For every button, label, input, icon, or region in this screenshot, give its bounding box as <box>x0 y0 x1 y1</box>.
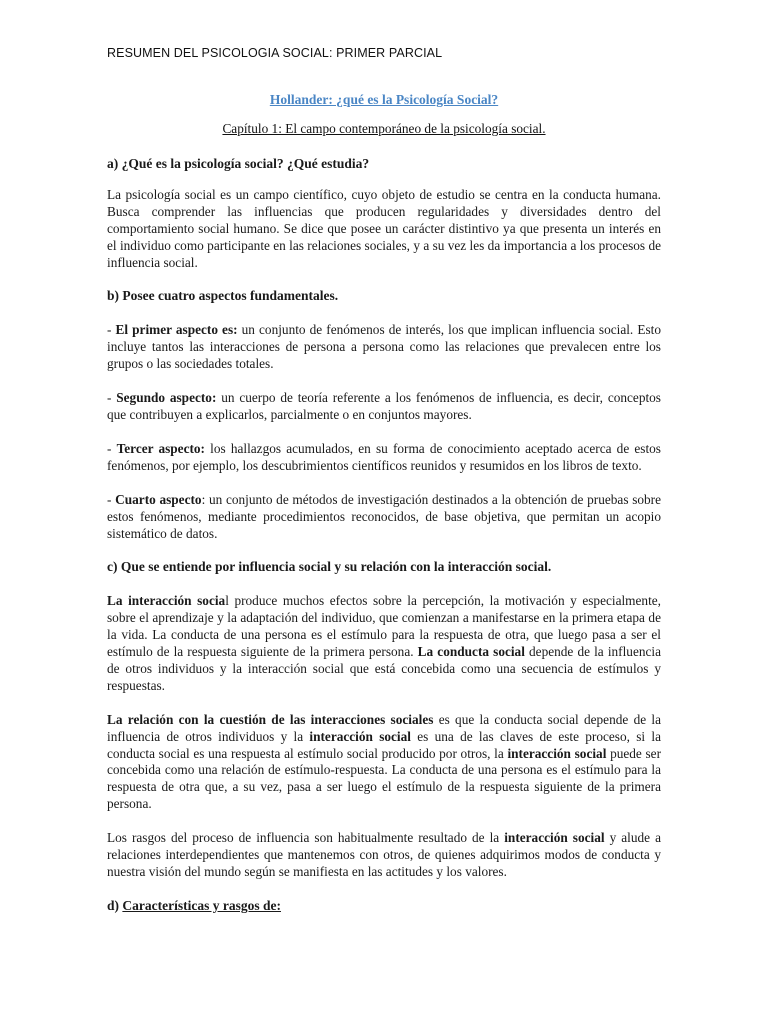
chapter-title: Capítulo 1: El campo contemporáneo de la psicología social. <box>222 121 546 136</box>
aspect-dash: - <box>107 440 117 456</box>
section-b-heading: b) Posee cuatro aspectos fundamentales. <box>107 288 339 304</box>
aspect-text: : un conjunto de métodos de investigación destinados a la obtención de pruebas sobre estos fenómenos, mediante procedimientos reconocidos, de base objetiva, que permitan un acopio sistemático de datos. <box>107 491 661 541</box>
aspect-item-1 <box>107 322 661 373</box>
aspect-dash: - <box>107 390 117 406</box>
aspect-item-2 <box>107 390 661 424</box>
bold-phrase: La relación con la cuestión de las interacciones sociales <box>107 711 434 727</box>
aspect-label: El primer aspecto es: <box>115 322 238 338</box>
aspect-text: un cuerpo de teoría referente a los fenómenos de influencia, es decir, conceptos que contribuyen a explicarlos, parcialmente o en conjuntos mayores. <box>107 390 661 422</box>
document-body <box>107 156 661 915</box>
aspect-text: los hallazgos acumulados, en su forma de conocimiento aceptado acerca de estos fenómenos, por ejemplo, los descubrimientos científicos reunidos y resumidos en los libros de texto. <box>107 440 661 473</box>
bold-phrase: La interacción socia <box>107 593 226 609</box>
aspect-text: un conjunto de fenómenos de interés, los que implican influencia social. Esto incluye tantos las interacciones de persona a persona como las relaciones que prevalecen entre los grupos o las sociedades totales. <box>107 322 661 372</box>
section-d-prefix: d) <box>107 897 123 913</box>
aspect-dash: - <box>107 322 116 338</box>
aspect-item-3 <box>107 441 661 475</box>
text-run: y alude a relaciones interdependientes que mantenemos con otros, de quienes adquirimos modos de conducta y nuestra visión del mundo según se manifiesta en las actitudes y los valores. <box>107 830 661 879</box>
bold-phrase: interacción social <box>309 728 411 744</box>
bold-phrase: interacción social <box>507 745 607 761</box>
text-run: depende de la influencia de otros individuos y la interacción social que está concebida como una secuencia de estímulos y respuestas. <box>107 644 661 693</box>
section-a-heading: a) ¿Qué es la psicología social? ¿Qué estudia? <box>107 156 370 171</box>
aspect-item-4 <box>107 492 661 543</box>
aspect-label: Tercer aspecto: <box>116 440 205 456</box>
document-header: RESUMEN DEL PSICOLOGIA SOCIAL: PRIMER PARCIAL <box>107 46 443 60</box>
section-c-paragraph-2 <box>107 712 661 813</box>
section-a-paragraph: La psicología social es un campo científico, cuyo objeto de estudio se centra en la conducta humana. Busca comprender las influencias que producen regularidades y diversidades dentro del comportamiento social humano. Se dice que posee un carácter distintivo ya que presenta un interés en el individuo como participante en las relaciones sociales, y a su vez les da importancia a los procesos de influencia social. <box>107 186 661 270</box>
section-d-title: Características y rasgos de: <box>122 897 281 913</box>
aspect-label: Segundo aspecto: <box>116 390 217 406</box>
text-run: es que la conducta social depende de la influencia de otros individuos y la <box>107 711 661 744</box>
section-d-heading <box>107 898 661 915</box>
text-run: Los rasgos del proceso de influencia son habitualmente resultado de la <box>107 830 505 846</box>
section-c-heading: c) Que se entiende por influencia social y su relación con la interacción social. <box>107 559 552 575</box>
section-c-paragraph-1 <box>107 593 661 694</box>
text-run: es una de las claves de este proceso, si la conducta social es una respuesta al estímulo social producido por otros, la <box>107 728 661 761</box>
aspect-label: Cuarto aspecto <box>115 491 202 507</box>
document-title: Hollander: ¿qué es la Psicología Social? <box>269 92 499 107</box>
aspect-dash: - <box>107 491 116 507</box>
section-c-paragraph-3 <box>107 830 661 881</box>
text-run: puede ser concebida como una relación de estímulo-respuesta. La conducta de una persona es el estímulo para la respuesta de otra que, a su vez, pasa a ser luego el estímulo de la respuesta siguiente de la primera persona. <box>107 745 661 812</box>
bold-phrase: interacción social <box>504 830 605 846</box>
text-run: l produce muchos efectos sobre la percepción, la motivación y especialmente, sobre el aprendizaje y la adaptación del individuo, que comienzan a manifestarse en la primera etapa de la vida. La conducta de una persona es el estímulo para la respuesta de otra, que luego pasa a ser el estímulo de la respuesta siguiente de la primera persona. <box>107 593 661 660</box>
bold-phrase: La conducta social <box>417 644 525 660</box>
